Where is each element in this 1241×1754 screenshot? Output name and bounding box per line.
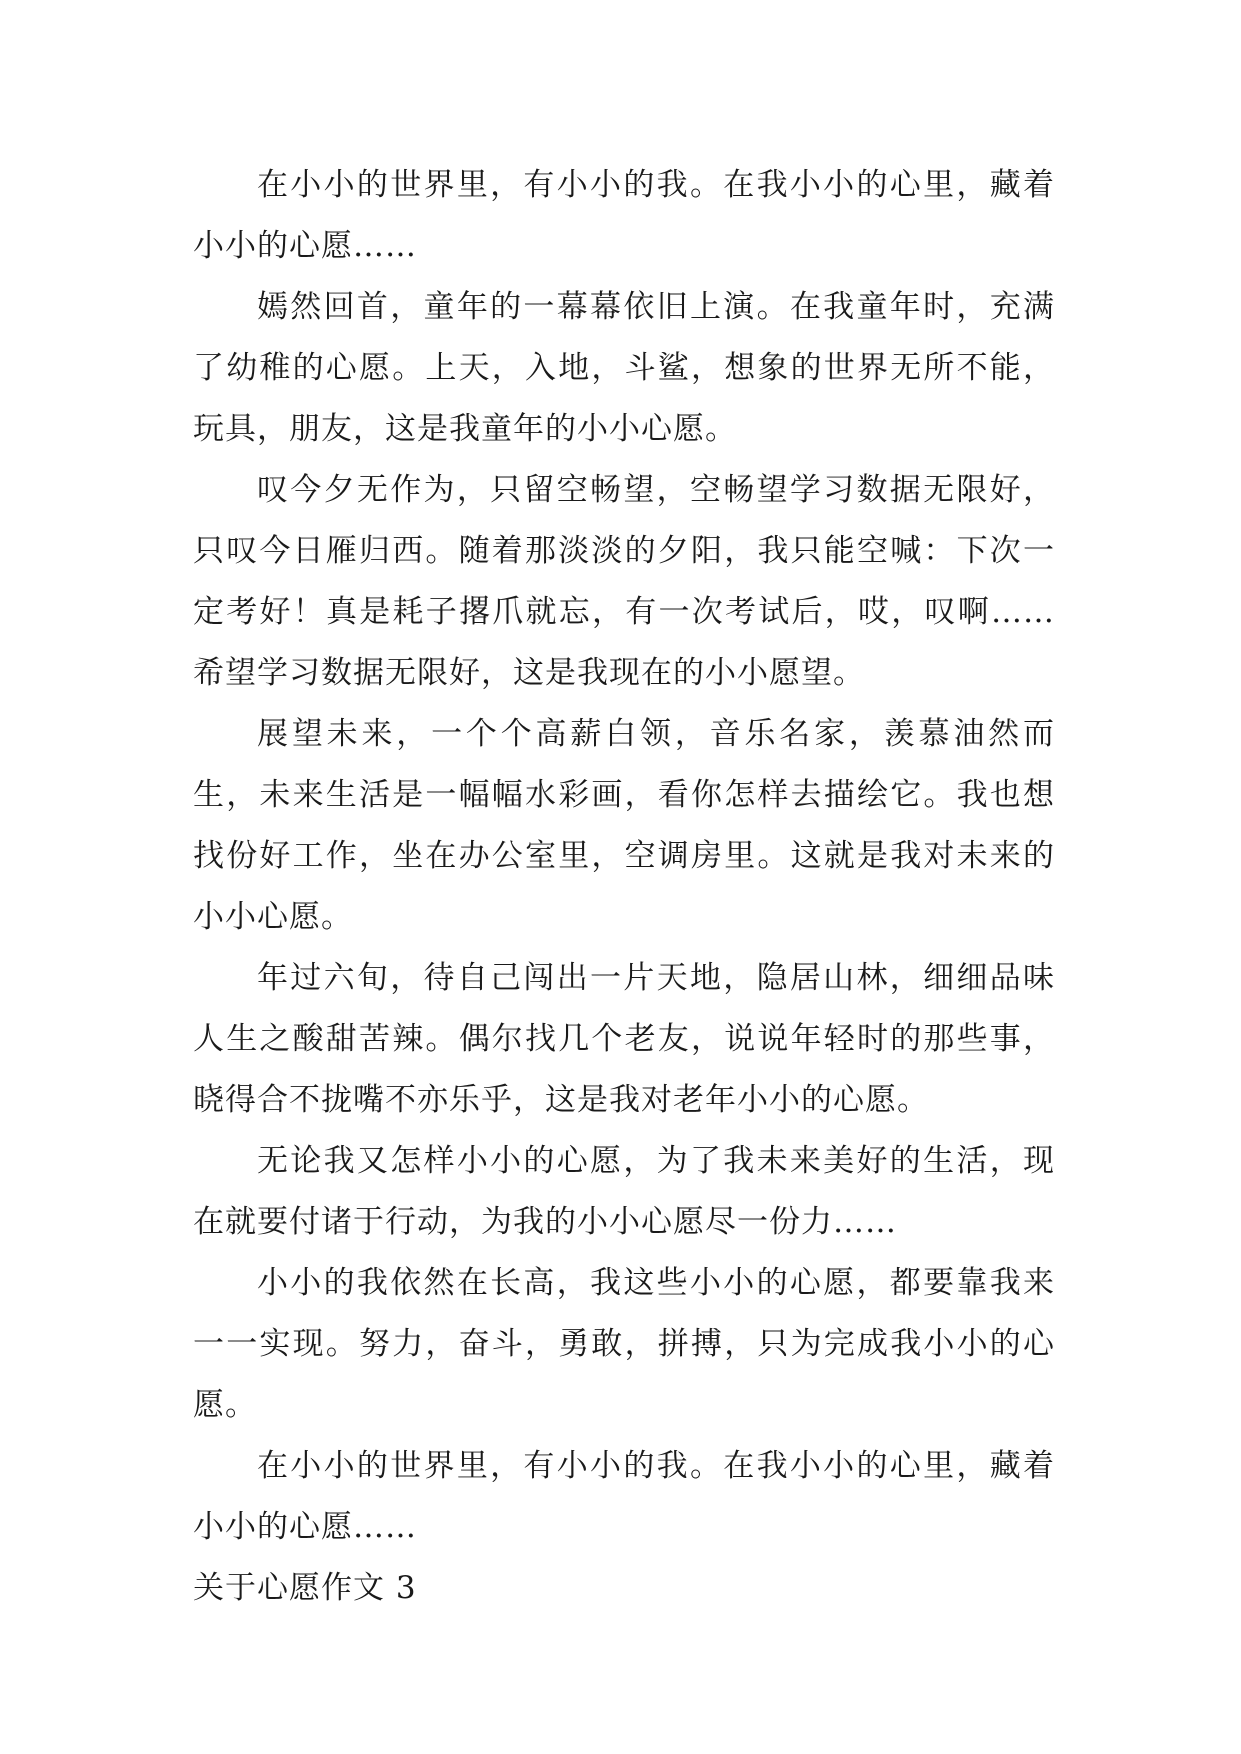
document-body — [193, 155, 1055, 1619]
paragraph-1: 在小小的世界里，有小小的我。在我小小的心里，藏着小小的心愿…… — [193, 167, 1055, 264]
paragraph-5: 年过六旬，待自己闯出一片天地，隐居山林，细细品味人生之酸甜苦辣。偶尔找几个老友，说说年轻时的那些事，晓得合不拢嘴不亦乐乎，这是我对老年小小的心愿。 — [193, 960, 1055, 1118]
paragraph-6: 无论我又怎样小小的心愿，为了我未来美好的生活，现在就要付诸于行动，为我的小小心愿尽一份力…… — [193, 1143, 1055, 1240]
paragraph-4: 展望未来，一个个高薪白领，音乐名家，羡慕油然而生，未来生活是一幅幅水彩画，看你怎样去描绘它。我也想找份好工作，坐在办公室里，空调房里。这就是我对未来的小小心愿。 — [193, 716, 1055, 935]
paragraph-3: 叹今夕无作为，只留空畅望，空畅望学习数据无限好，只叹今日雁归西。随着那淡淡的夕阳，我只能空喊：下次一定考好！真是耗子撂爪就忘，有一次考试后，哎，叹啊……希望学习数据无限好，这是我现在的小小愿望。 — [193, 472, 1055, 691]
paragraph-7: 小小的我依然在长高，我这些小小的心愿，都要靠我来一一实现。努力，奋斗，勇敢，拼搏，只为完成我小小的心愿。 — [193, 1265, 1055, 1423]
section-heading: 关于心愿作文 3 — [193, 1570, 417, 1606]
paragraph-2: 嫣然回首，童年的一幕幕依旧上演。在我童年时，充满了幼稚的心愿。上天，入地，斗鲨，想象的世界无所不能，玩具，朋友，这是我童年的小小心愿。 — [193, 289, 1055, 447]
paragraph-8: 在小小的世界里，有小小的我。在我小小的心里，藏着小小的心愿…… — [193, 1448, 1055, 1545]
